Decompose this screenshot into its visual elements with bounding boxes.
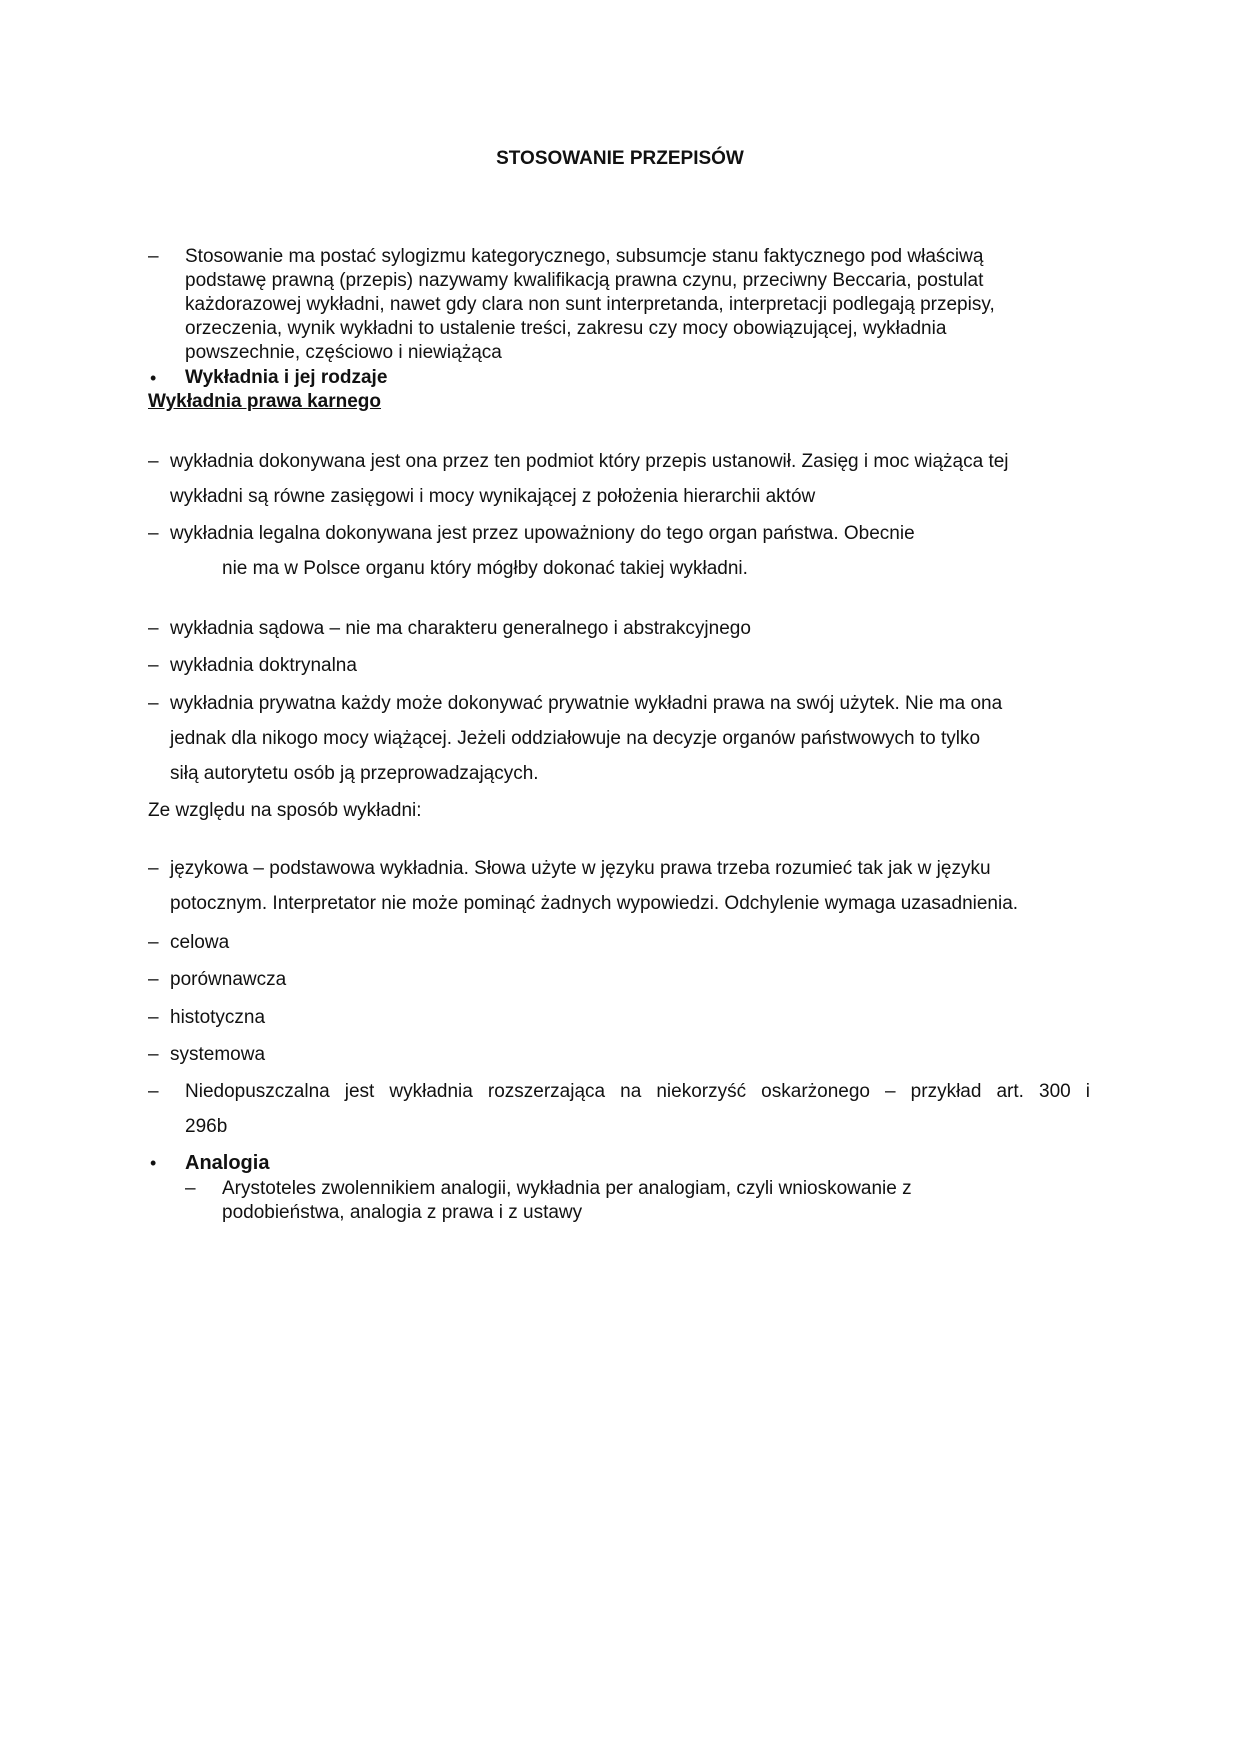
list-item-text: celowa bbox=[170, 932, 230, 953]
methods-heading: Ze względu na sposób wykładni: bbox=[148, 800, 422, 821]
text-line: Niedopuszczalna jest wykładnia rozszerzająca na niekorzyść oskarżonego – przykład art. 300 i bbox=[185, 1081, 1090, 1102]
section-heading: Wykładnia prawa karnego bbox=[148, 391, 382, 412]
list-item-text bbox=[170, 611, 1098, 646]
list-item-text bbox=[170, 648, 1098, 683]
page-title: STOSOWANIE PRZEPISÓW bbox=[496, 148, 744, 169]
list-item-text bbox=[185, 1074, 1090, 1144]
text-line: wykładnia sądowa – nie ma charakteru generalnego i abstrakcyjnego bbox=[170, 618, 751, 639]
dash-marker: – bbox=[148, 693, 159, 714]
text-line: potocznym. Interpretator nie może pominąć żadnych wypowiedzi. Odchylenie wymaga uzasadnienia. bbox=[170, 893, 1019, 914]
dash-marker: – bbox=[148, 618, 159, 639]
text-line: siłą autorytetu osób ją przeprowadzających. bbox=[170, 763, 539, 784]
list-item-text bbox=[170, 444, 1098, 514]
dash-marker: – bbox=[148, 932, 159, 953]
dash-marker: – bbox=[148, 523, 159, 544]
dash-marker: – bbox=[148, 1081, 159, 1102]
dash-marker: – bbox=[148, 1044, 159, 1065]
list-item-text bbox=[170, 686, 1098, 791]
list-item-text: systemowa bbox=[170, 1044, 266, 1065]
dash-marker: – bbox=[185, 1178, 196, 1199]
bullet-label: Wykładnia i jej rodzaje bbox=[185, 367, 388, 388]
text-line: językowa – podstawowa wykładnia. Słowa użyte w języku prawa trzeba rozumieć tak jak w języku bbox=[170, 858, 991, 879]
bullet-label: Analogia bbox=[185, 1152, 270, 1174]
dash-marker: – bbox=[148, 858, 159, 879]
text-line: podstawę prawną (przepis) nazywamy kwalifikacją prawna czynu, przeciwny Beccaria, postulat bbox=[185, 270, 984, 291]
dash-marker: – bbox=[148, 969, 159, 990]
dash-marker: – bbox=[148, 246, 159, 267]
list-item-text: porównawcza bbox=[170, 969, 287, 990]
text-line: wykładnia dokonywana jest ona przez ten podmiot który przepis ustanowił. Zasięg i moc wiążąca tej bbox=[170, 451, 1009, 472]
text-line: Arystoteles zwolennikiem analogii, wykładnia per analogiam, czyli wnioskowanie z bbox=[222, 1178, 912, 1199]
intro-text bbox=[185, 245, 1105, 365]
text-line: wykładnia doktrynalna bbox=[170, 655, 357, 676]
dash-marker: – bbox=[148, 655, 159, 676]
list-item-text bbox=[222, 1177, 1062, 1225]
text-line: 296b bbox=[185, 1116, 228, 1137]
text-line: wykładni są równe zasięgowi i mocy wynikającej z położenia hierarchii aktów bbox=[170, 486, 816, 507]
text-line: orzeczenia, wynik wykładni to ustalenie treści, zakresu czy mocy obowiązującej, wykładnia bbox=[185, 318, 947, 339]
list-item-text bbox=[170, 516, 1098, 586]
text-line: podobieństwa, analogia z prawa i z ustawy bbox=[222, 1202, 583, 1223]
dash-marker: – bbox=[148, 451, 159, 472]
text-line: powszechnie, częściowo i niewiążąca bbox=[185, 342, 502, 363]
text-line: wykładnia legalna dokonywana jest przez upoważniony do tego organ państwa. Obecnie bbox=[170, 523, 915, 544]
list-item-text: histotyczna bbox=[170, 1007, 266, 1028]
text-line: wykładnia prywatna każdy może dokonywać prywatnie wykładni prawa na swój użytek. Nie ma ona bbox=[170, 693, 1003, 714]
bullet-marker: • bbox=[150, 368, 157, 388]
text-line: nie ma w Polsce organu który mógłby dokonać takiej wykładni. bbox=[222, 558, 748, 579]
text-line: Stosowanie ma postać sylogizmu kategorycznego, subsumcje stanu faktycznego pod właściwą bbox=[185, 246, 984, 267]
bullet-marker: • bbox=[150, 1153, 157, 1173]
dash-marker: – bbox=[148, 1007, 159, 1028]
text-line: każdorazowej wykładni, nawet gdy clara non sunt interpretanda, interpretacji podlegają przepisy, bbox=[185, 294, 995, 315]
text-line: jednak dla nikogo mocy wiążącej. Jeżeli oddziałowuje na decyzje organów państwowych to tylko bbox=[170, 728, 981, 749]
list-item-text bbox=[170, 851, 1098, 921]
